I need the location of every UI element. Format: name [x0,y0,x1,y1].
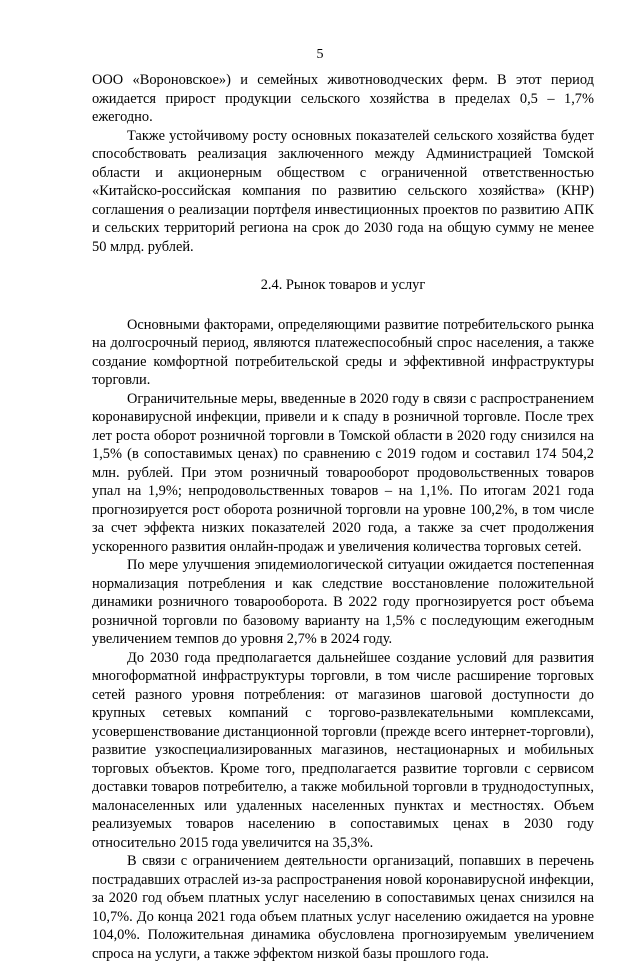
paragraph-agri-investment: Также устойчивому росту основных показателей сельского хозяйства будет способствовать реализация заключенного между Администрацией Томской области и акционерным обществом с ограниченной ответственностью «Китайско-российская компания по развитию сельского хозяйства» (КНР) соглашения о реализации портфеля инвестиционных проектов по развитию АПК и сельских территорий региона на срок до 2030 года на общую сумму не менее 50 млрд. рублей. [92,127,594,255]
paragraph-consumer-market-factors: Основными факторами, определяющими развитие потребительского рынка на долгосрочный период, являются платежеспособный спрос населения, а также создание комфортной потребительской среды и эффективной инфраструктуры торговли. [92,316,594,388]
paragraph-trade-infrastructure-2030: До 2030 года предполагается дальнейшее создание условий для развития многоформатной инфраструктуры торговли, в том числе расширение торговых сетей разного уровня потребления: от магазинов шаговой доступности до крупных сетевых компаний с торгово-развлекательными комплексами, усовершенствование дистанционной торговли (прежде всего интернет-торговли), развитие узкоспециализированных магазинов, нестационарных и мобильных торговых объектов. Кроме того, предполагается развитие торговли с сервисом доставки товаров потребителю, а также мобильной торговли в труднодоступных, малонаселенных или удаленных населенных пунктах и местностях. Объем реализуемых товаров населению в сопоставимых ценах в 2030 году относительно 2015 года увеличится на 35,3%. [92,649,594,851]
paragraph-retail-decline-2020: Ограничительные меры, введенные в 2020 году в связи с распространением коронавирусной инфекции, привели и к спаду в розничной торговле. После трех лет роста оборот розничной торговли в Томской области в 2020 году снизился на 1,5% (в сопоставимых ценах) по сравнению с 2019 годом и составил 174 504,2 млн. рублей. При этом розничный товарооборот продовольственных товаров упал на 1,9%; непродовольственных товаров – на 1,1%. По итогам 2021 года прогнозируется рост оборота розничной торговли на уровне 100,2%, в том числе за счет эффекта низких показателей 2020 года, а также за счет продолжения ускоренного развития онлайн-продаж и увеличения количества торговых сетей. [92,390,594,555]
body-text [92,71,594,963]
paragraph-continuation: ООО «Вороновское») и семейных животноводческих ферм. В этот период ожидается прирост продукции сельского хозяйства в пределах 0,5 – 1,7% ежегодно. [92,72,594,125]
section-heading: 2.4. Рынок товаров и услуг [260,277,426,293]
paragraph-retail-forecast: По мере улучшения эпидемиологической ситуации ожидается постепенная нормализация потребления и как следствие восстановление положительной динамики розничного товарооборота. В 2022 году прогнозируется рост объема розничной торговли по базовому варианту на 1,5% с последующим ежегодным увеличением темпов до уровня 2,7% в 2024 году. [92,557,594,647]
paragraph-paid-services: В связи с ограничением деятельности организаций, попавших в перечень пострадавших отраслей из-за распространения новой коронавирусной инфекции, за 2020 год объем платных услуг населению в сопоставимых ценах снизился на 10,7%. До конца 2021 года объем платных услуг населению ожидается на уровне 104,0%. Положительная динамика обусловлена прогнозируемым увеличением спроса на услуги, а также эффектом низкой базы прошлого года. [92,853,594,962]
page-number: 5 [316,47,324,62]
